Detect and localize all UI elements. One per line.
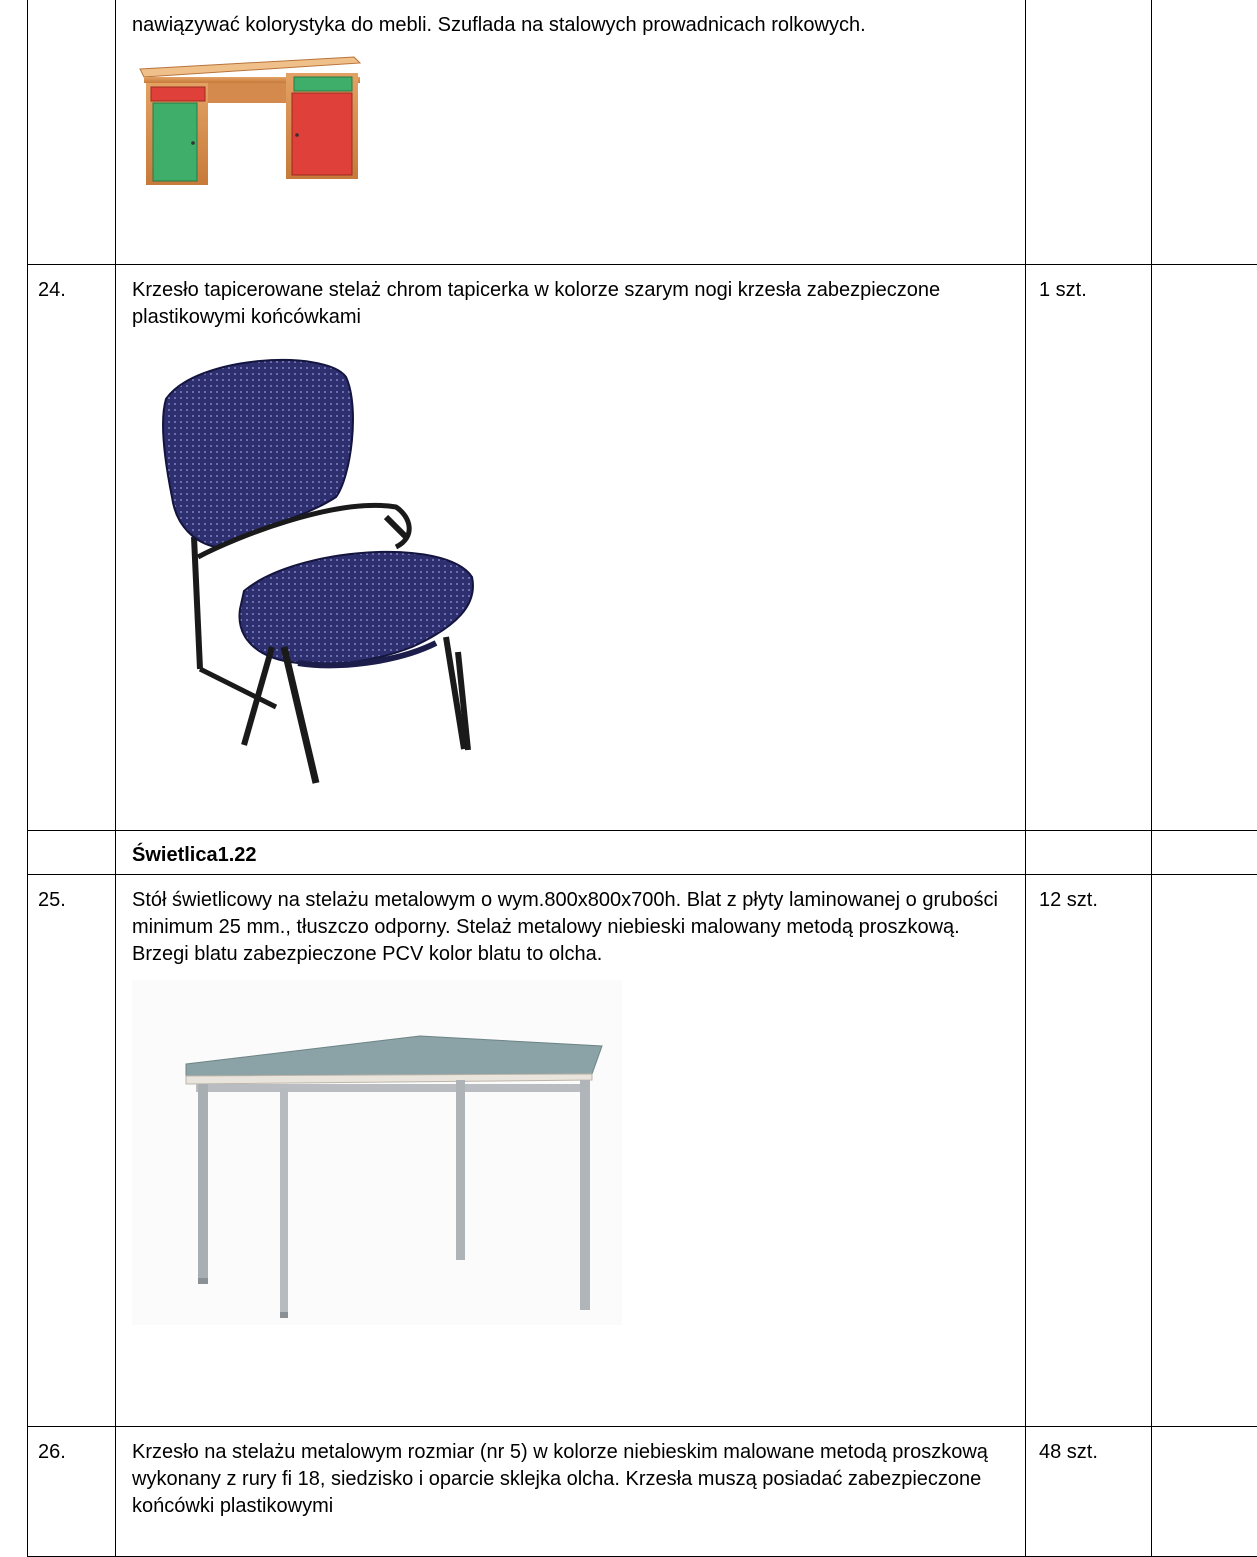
- section-row: [28, 831, 1257, 875]
- section-extra-cell: [1152, 831, 1257, 875]
- row-description-cell: [116, 265, 1026, 831]
- row-extra-cell: [1152, 265, 1257, 831]
- row-description-cell: [116, 875, 1026, 1427]
- table-photo: [132, 980, 622, 1325]
- table-row: [28, 265, 1257, 831]
- row-number: 26.: [28, 1427, 116, 1557]
- table-row: [28, 0, 1257, 265]
- row-extra-cell: [1152, 0, 1257, 265]
- row-extra-cell: [1152, 1427, 1257, 1557]
- row-number: 25.: [28, 875, 116, 1427]
- table-row: [28, 1427, 1257, 1557]
- section-title: Świetlica1.22: [116, 831, 1026, 875]
- row-quantity: 1 szt.: [1026, 265, 1152, 831]
- row-description: nawiązywać kolorystyka do mebli. Szuflada na stalowych prowadnicach rolkowych.: [132, 12, 1009, 39]
- specification-table: [27, 0, 1257, 1557]
- row-quantity: 48 szt.: [1026, 1427, 1152, 1557]
- row-number: 24.: [28, 265, 116, 831]
- row-description: Stół świetlicowy na stelażu metalowym o wym.800x800x700h. Blat z płyty laminowanej o grubości minimum 25 mm., tłuszczo odporny. Stelaż metalowy niebieski malowany metodą proszkową. Brzegi blatu zabezpieczone PCV kolor blatu to olcha.: [132, 887, 1009, 968]
- row-description-cell: [116, 0, 1026, 265]
- row-extra-cell: [1152, 875, 1257, 1427]
- table-row: [28, 875, 1257, 1427]
- row-quantity: [1026, 0, 1152, 265]
- desk-photo: [134, 51, 364, 186]
- row-description: Krzesło tapicerowane stelaż chrom tapicerka w kolorze szarym nogi krzesła zabezpieczone plastikowymi końcówkami: [132, 277, 1009, 331]
- row-quantity: 12 szt.: [1026, 875, 1152, 1427]
- upholstered-chair-photo: [136, 347, 486, 787]
- section-number-cell: [28, 831, 116, 875]
- section-quantity-cell: [1026, 831, 1152, 875]
- row-number: [28, 0, 116, 265]
- row-description: Krzesło na stelażu metalowym rozmiar (nr 5) w kolorze niebieskim malowane metodą proszkową wykonany z rury fi 18, siedzisko i oparcie sklejka olcha. Krzesła muszą posiadać zabezpieczone końcówki plastikowymi: [116, 1427, 1026, 1557]
